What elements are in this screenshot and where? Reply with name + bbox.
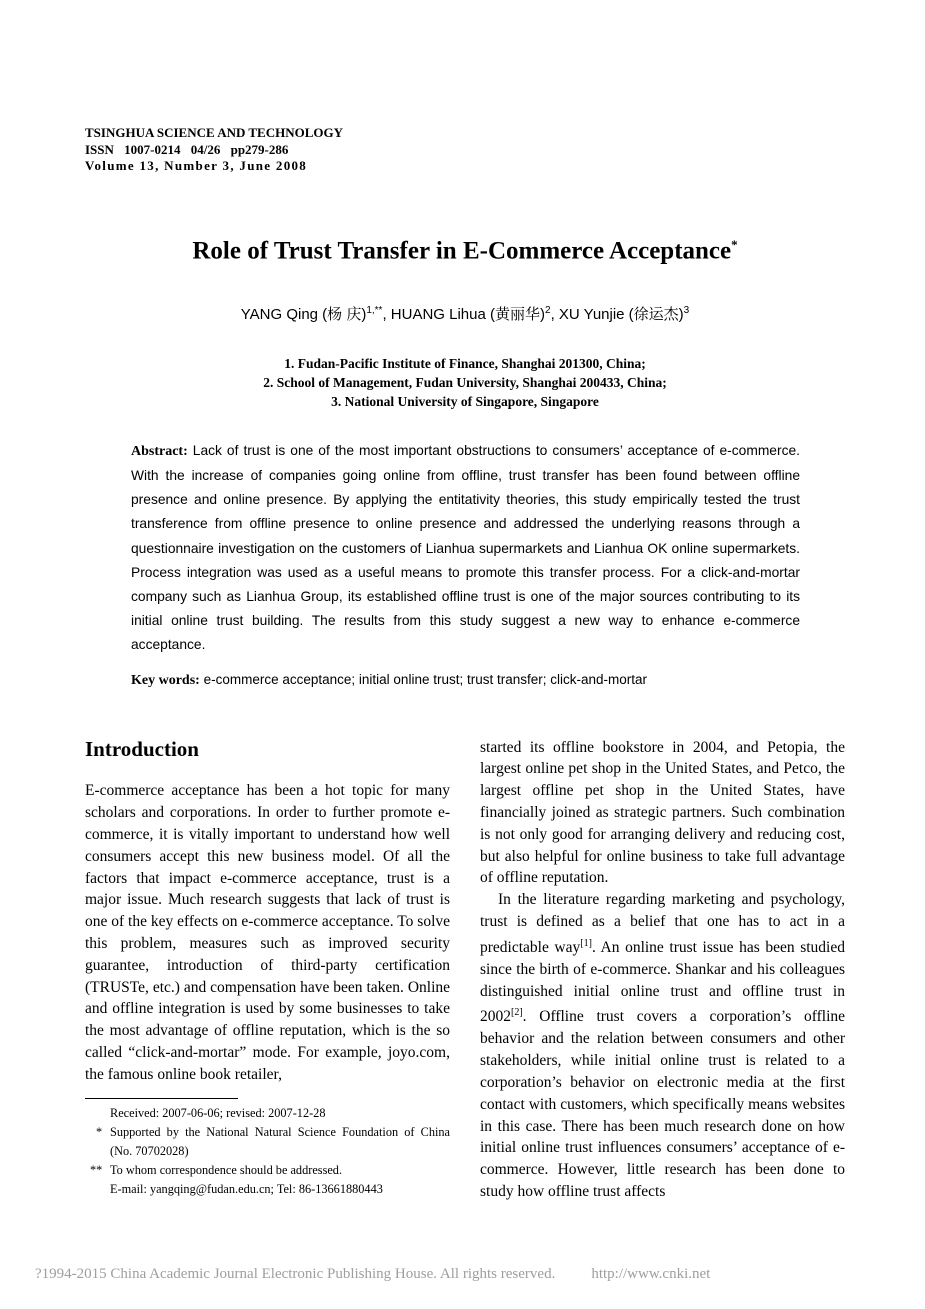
author-separator-2: , (550, 305, 559, 323)
citation-ref-2: [2] (511, 1007, 523, 1019)
abstract-label: Abstract: (131, 443, 188, 459)
section-heading-introduction: Introduction (85, 736, 199, 761)
article-body (85, 737, 845, 1203)
affiliation-line-2: 2. School of Management, Fudan University, Shanghai 200433, China; (263, 374, 667, 390)
journal-issn-line: ISSN 1007-0214 04/26 pp279-286 (85, 141, 289, 157)
keywords-label: Key words: (131, 672, 200, 688)
footnote-funding-text: Supported by the National Natural Science Foundation of China (No. 70702028) (110, 1124, 450, 1158)
right-column (480, 737, 845, 1203)
literature-paragraph (480, 889, 845, 1202)
keywords-text: e-commerce acceptance; initial online trust; trust transfer; click-and-mortar (203, 671, 648, 687)
abstract-block (131, 439, 800, 658)
paper-title (85, 237, 845, 265)
footnote-funding (85, 1123, 450, 1161)
footnote-marker-asterisk: * (96, 1124, 103, 1139)
keywords-line (131, 672, 800, 689)
author-name-1: YANG Qing (杨 庆) (240, 305, 367, 323)
literature-seg-2: . An online trust issue has been studied since the birth of e-commerce. Shankar and his colleagues distinguished initial online trust and offline trust in 2002 (480, 938, 845, 1026)
footnote-contact: E-mail: yangqing@fudan.edu.cn; Tel: 86-13661880443 (110, 1181, 383, 1196)
footnote-correspondence-text: To whom correspondence should be addressed. (110, 1162, 343, 1177)
abstract-text: Lack of trust is one of the most important obstructions to consumers’ acceptance of e-commerce. With the increase of companies going online from offline, trust transfer has been found between offline presence and online presence. By applying the entitativity theories, this study empirically tested the trust transference from offline presence to online presence and addressed the underlying reasons through a questionnaire investigation on the customers of Lianhua supermarkets and Lianhua OK online supermarkets. Process integration was used as a useful means to promote this transfer process. For a click-and-mortar company such as Lianhua Group, its established offline trust is one of the major sources contributing to its initial online trust building. The results from this study suggest a new way to enhance e-commerce acceptance. (131, 442, 800, 653)
title-footnote-mark: * (731, 236, 738, 252)
cnki-footer (35, 1266, 890, 1283)
affiliations-block (85, 354, 845, 411)
affiliation-line-3: 3. National University of Singapore, Singapore (331, 393, 599, 409)
citation-ref-1: [1] (580, 937, 592, 949)
left-column (85, 737, 450, 1203)
cnki-url: http://www.cnki.net (591, 1266, 711, 1282)
intro-paragraph: E-commerce acceptance has been a hot topic for many scholars and corporations. In order to further promote e-commerce, it is vitally important to understand how well consumers accept this new business model. Of all the factors that impact e-commerce acceptance, trust is a major issue. Much research suggests that lack of trust is one of the key effects on e-commerce acceptance. To solve this problem, measures such as improved security guarantee, introduction of third-party certification (TRUSTe, etc.) and compensation have been taken. Online and offline integration is used by some businesses to take the most advantage of offline reputation, which is the so called “click-and-mortar” mode. For example, joyo.com, the famous online book retailer, (85, 782, 450, 1083)
author-sup-3: 3 (683, 304, 690, 316)
paper-title-text: Role of Trust Transfer in E-Commerce Acceptance (192, 236, 732, 264)
author-sup-1: 1,** (366, 304, 383, 316)
journal-name: TSINGHUA SCIENCE AND TECHNOLOGY (85, 125, 344, 140)
footnote-received: Received: 2007-06-06; revised: 2007-12-28 (110, 1105, 326, 1120)
footnote-marker-double-asterisk: ** (90, 1162, 103, 1177)
author-sup-2: 2 (545, 304, 551, 316)
journal-volume-line: Volume 13, Number 3, June 2008 (85, 158, 308, 173)
journal-header (85, 125, 845, 175)
literature-seg-1: In the literature regarding marketing and psychology, trust is defined as a belief that one has to act in a predictable way (480, 891, 845, 956)
author-name-3: XU Yunjie (徐运杰) (558, 305, 684, 323)
footnote-correspondence (85, 1161, 450, 1180)
author-separator-1: , (382, 305, 391, 323)
author-name-2: HUANG Lihua (黄丽华) (390, 305, 545, 323)
copyright-text: ?1994-2015 China Academic Journal Electronic Publishing House. All rights reserved. (35, 1266, 556, 1282)
footnote-rule (85, 1098, 238, 1099)
continuation-paragraph: started its offline bookstore in 2004, and Petopia, the largest online pet shop in the United States, and Petco, the largest offline pet shop in the United States, have financially joined as strategic partners. Such combination is not only good for arranging delivery and reducing cost, but also helpful for online business to take full advantage of offline reputation. (480, 738, 845, 887)
literature-seg-3: . Offline trust covers a corporation’s offline behavior and the relation between consumers and other stakeholders, while initial online trust is related to a corporation’s behavior on electronic media at the first contact with customers, which specifically means websites in this case. There has been much research done on how initial online trust influences consumers’ acceptance of e-commerce. However, little research has been done to study how offline trust affects (480, 1008, 845, 1200)
affiliation-line-1: 1. Fudan-Pacific Institute of Finance, Shanghai 201300, China; (284, 355, 646, 371)
footnotes-block (85, 1098, 450, 1199)
authors-line (85, 303, 845, 324)
